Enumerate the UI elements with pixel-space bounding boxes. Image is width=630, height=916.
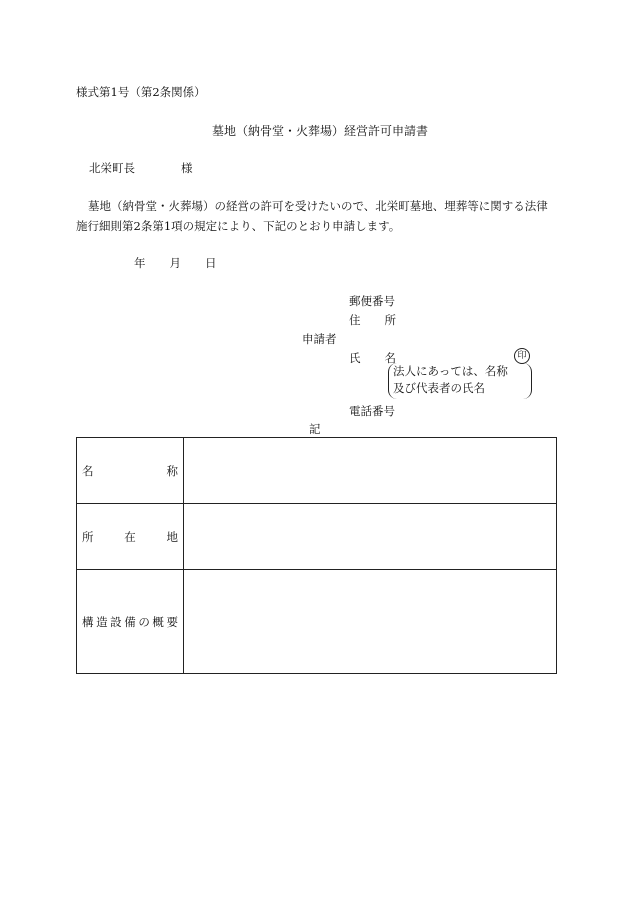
name-header: 名 称 xyxy=(77,438,184,504)
addressee xyxy=(89,160,193,176)
addressee-honorific: 様 xyxy=(181,161,193,175)
location-header: 所 在 地 xyxy=(77,504,184,570)
facility-overview-value-cell[interactable] xyxy=(184,570,557,674)
application-statement xyxy=(76,196,556,236)
corp-note-line-2: 及び代表者の氏名 xyxy=(393,381,485,395)
ki-heading: 記 xyxy=(309,422,321,436)
facility-overview-header: 構 造 設 備 の 概 要 xyxy=(77,570,184,674)
corporation-note xyxy=(388,363,532,399)
date-month: 月 xyxy=(169,256,181,270)
table-row xyxy=(77,504,557,570)
addressee-name: 北栄町長 xyxy=(89,161,135,175)
location-value-cell[interactable] xyxy=(184,504,557,570)
date-year: 年 xyxy=(134,256,146,270)
statement-line-2: 施行細則第2条第1項の規定により、下記のとおり申請します。 xyxy=(76,219,401,233)
date-day: 日 xyxy=(205,256,217,270)
address-label: 住 所 xyxy=(349,313,396,327)
form-number: 様式第1号（第2条関係） xyxy=(76,85,206,99)
postal-code-label: 郵便番号 xyxy=(349,294,395,308)
phone-label: 電話番号 xyxy=(349,404,395,418)
document-title: 墓地（納骨堂・火葬場）経営許可申請書 xyxy=(212,124,429,138)
seal-mark: 印 xyxy=(514,348,530,364)
table-row xyxy=(77,570,557,674)
table-row xyxy=(77,438,557,504)
details-table xyxy=(76,437,557,674)
name-value-cell[interactable] xyxy=(184,438,557,504)
corp-note-line-1: 法人にあっては、名称 xyxy=(393,364,508,378)
date-line xyxy=(134,255,241,271)
statement-line-1: 墓地（納骨堂・火葬場）の経営の許可を受けたいので、北栄町墓地、埋葬等に関する法律 xyxy=(88,199,548,213)
name-label: 氏 名 xyxy=(349,351,396,365)
applicant-label: 申請者 xyxy=(302,332,337,346)
